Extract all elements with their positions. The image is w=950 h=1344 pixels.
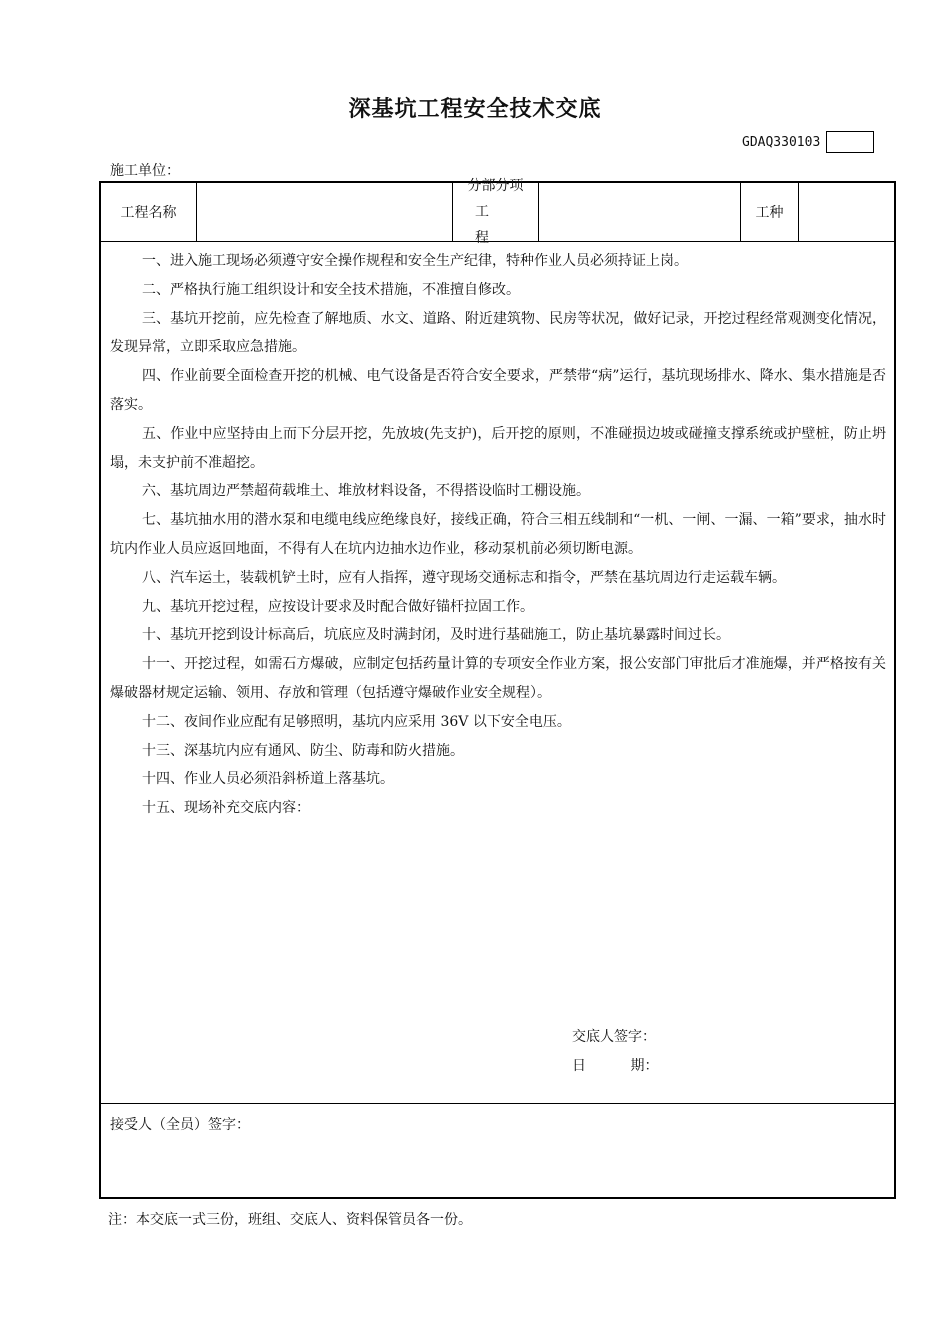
document-title: 深基坑工程安全技术交底 — [348, 96, 602, 122]
safety-item: 十一、开挖过程，如需石方爆破，应制定包括药量计算的专项安全作业方案，报公安部门审批后才准施爆，并严格按有关爆破器材规定运输、领用、存放和管理（包括遵守爆破作业安全规程）。 — [110, 656, 886, 701]
safety-item: 二、严格执行施工组织设计和安全技术措施，不准擅自修改。 — [142, 281, 520, 298]
safety-item: 四、作业前要全面检查开挖的机械、电气设备是否符合安全要求，严禁带“病”运行，基坑现场排水、降水、集水措施是否落实。 — [110, 368, 886, 413]
header-row — [101, 178, 894, 246]
sub-project-label-line2: 工程 — [475, 204, 511, 246]
work-type-label: 工种 — [741, 183, 799, 241]
safety-items-list — [110, 247, 886, 823]
project-name-field[interactable] — [197, 183, 453, 241]
receiver-signature-label: 接受人（全员）签字： — [110, 1117, 250, 1133]
safety-item: 五、作业中应坚持由上而下分层开挖，先放坡(先支护)，后开挖的原则，不准碰损边坡或碰撞支撑系统或护壁桩，防止坍塌，未支护前不准超挖。 — [110, 425, 886, 471]
safety-item: 十五、现场补充交底内容： — [142, 800, 310, 817]
work-type-field[interactable] — [799, 183, 894, 241]
safety-item: 十三、深基坑内应有通风、防尘、防毒和防火措施。 — [142, 742, 464, 759]
safety-item: 一、进入施工现场必须遵守安全操作规程和安全生产纪律，特种作业人员必须持证上岗。 — [142, 253, 688, 269]
safety-item: 六、基坑周边严禁超荷载堆土、堆放材料设备，不得搭设临时工棚设施。 — [142, 483, 590, 500]
form-code: GDAQ330103 — [742, 134, 821, 150]
date-label: 日 期： — [572, 1058, 659, 1074]
safety-item: 三、基坑开挖前，应先检查了解地质、水文、道路、附近建筑物、民房等状况，做好记录，开挖过程经常观测变化情况，发现异常，立即采取应急措施。 — [110, 310, 886, 356]
disclosure-content — [101, 241, 894, 1104]
discloser-signature-label: 交底人签字： — [572, 1029, 656, 1045]
safety-item: 十、基坑开挖到设计标高后，坑底应及时满封闭，及时进行基础施工，防止基坑暴露时间过长。 — [142, 627, 730, 644]
form-code-area — [742, 131, 874, 153]
project-name-label: 工程名称 — [101, 183, 197, 241]
safety-item: 十二、夜间作业应配有足够照明，基坑内应采用 36V 以下安全电压。 — [142, 713, 571, 730]
footnote: 注：本交底一式三份，班组、交底人、资料保管员各一份。 — [108, 1212, 472, 1228]
sub-project-label-line1: 分部分项 — [467, 178, 524, 194]
safety-item: 九、基坑开挖过程，应按设计要求及时配合做好锚杆拉固工作。 — [142, 598, 534, 615]
receiver-signature-area[interactable] — [101, 1104, 894, 1197]
safety-item: 十四、作业人员必须沿斜桥道上落基坑。 — [142, 771, 394, 788]
sub-project-field[interactable] — [539, 183, 741, 241]
sub-project-label — [453, 178, 539, 246]
form-number-box[interactable] — [826, 131, 874, 153]
safety-item: 八、汽车运土，装载机铲土时，应有人指挥，遵守现场交通标志和指令，严禁在基坑周边行走运载车辆。 — [142, 569, 786, 586]
construction-unit-label: 施工单位： — [110, 163, 180, 179]
disclosure-form — [99, 178, 896, 1199]
safety-item: 七、基坑抽水用的潜水泵和电缆电线应绝缘良好，接线正确，符合三相五线制和“一机、一闸、一漏、一箱”要求，抽水时坑内作业人员应返回地面，不得有人在坑内边抽水边作业，移动泵机前必须切断电源。 — [110, 512, 886, 557]
signature-block — [572, 1023, 659, 1081]
